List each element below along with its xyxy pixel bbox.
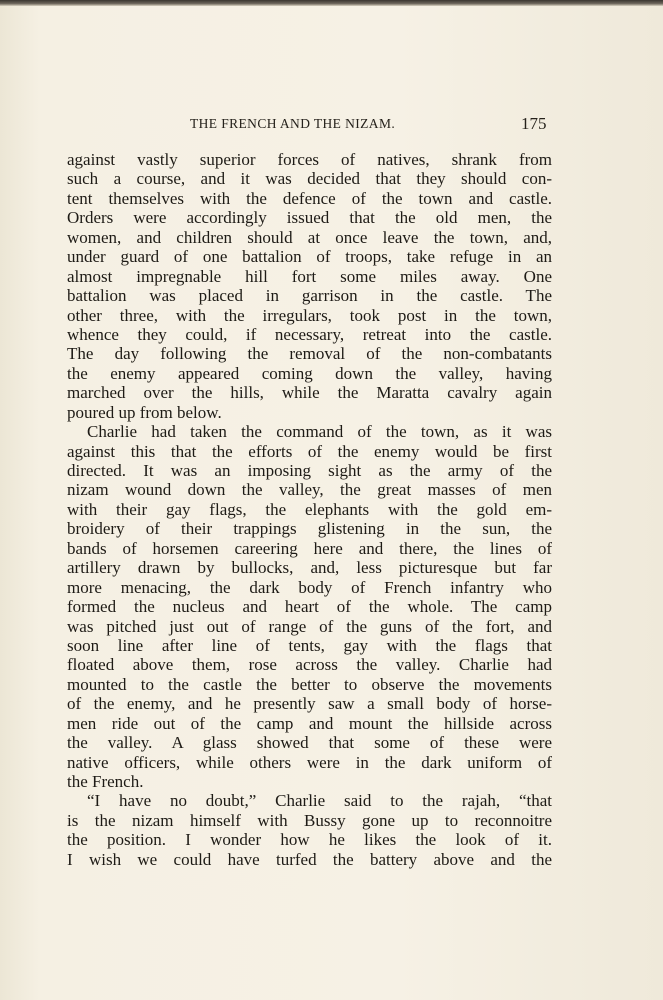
text-line: was pitched just out of range of the guns of the fort, and (67, 616, 552, 636)
text-line: the French. (67, 772, 144, 791)
text-line: other three, with the irregulars, took post in the town, (67, 305, 552, 325)
text-line: battalion was placed in garrison in the castle. The (67, 286, 552, 306)
text-line: such a course, and it was decided that they should con- (67, 169, 552, 189)
text-line: Charlie had taken the command of the town, as it was (87, 422, 552, 442)
text-line: I wish we could have turfed the battery above and the (67, 849, 552, 869)
text-line: almost impregnable hill fort some miles away. One (67, 266, 552, 286)
text-line: whence they could, if necessary, retreat into the castle. (67, 324, 552, 344)
text-line: the enemy appeared coming down the valley, having (67, 363, 552, 383)
text-line: the position. I wonder how he likes the look of it. (67, 830, 552, 850)
text-line: against this that the efforts of the enemy would be first (67, 441, 552, 461)
text-line: under guard of one battalion of troops, take refuge in an (67, 247, 552, 267)
text-line: mounted to the castle the better to observe the movements (67, 674, 552, 694)
page-number: 175 (521, 114, 547, 133)
text-line: men ride out of the camp and mount the hillside across (67, 713, 552, 733)
text-line: Orders were accordingly issued that the old men, the (67, 208, 552, 228)
text-line: marched over the hills, while the Maratta cavalry again (67, 383, 552, 403)
text-line: soon line after line of tents, gay with the flags that (67, 635, 552, 655)
text-line: with their gay flags, the elephants with the gold em- (67, 499, 552, 519)
text-line: more menacing, the dark body of French infantry who (67, 577, 552, 597)
text-line: nizam wound down the valley, the great masses of men (67, 480, 552, 500)
body-text (67, 150, 552, 869)
text-line: poured up from below. (67, 402, 222, 422)
text-line: floated above them, rose across the valley. Charlie had (67, 655, 552, 675)
text-line: tent themselves with the defence of the town and castle. (67, 188, 552, 208)
text-line: the valley. A glass showed that some of these were (67, 733, 552, 753)
text-line: native officers, while others were in the dark uniform of (67, 752, 552, 772)
text-line: broidery of their trappings glistening in the sun, the (67, 519, 552, 539)
text-line: artillery drawn by bullocks, and, less picturesque but far (67, 558, 552, 578)
text-line: of the enemy, and he presently saw a small body of horse- (67, 694, 552, 714)
text-line: against vastly superior forces of natives, shrank from (67, 150, 552, 169)
page-top-edge (0, 0, 663, 6)
text-line: directed. It was an imposing sight as the army of the (67, 461, 552, 480)
text-line: The day following the removal of the non-combatants (67, 344, 552, 364)
running-header-title: THE FRENCH AND THE NIZAM. (190, 116, 396, 131)
text-line: “I have no doubt,” Charlie said to the rajah, “that (87, 791, 552, 811)
text-line: is the nizam himself with Bussy gone up to reconnoitre (67, 810, 552, 830)
text-line: bands of horsemen careering here and there, the lines of (67, 538, 552, 558)
text-line: women, and children should at once leave the town, and, (67, 227, 552, 247)
text-line: formed the nucleus and heart of the whole. The camp (67, 597, 552, 617)
